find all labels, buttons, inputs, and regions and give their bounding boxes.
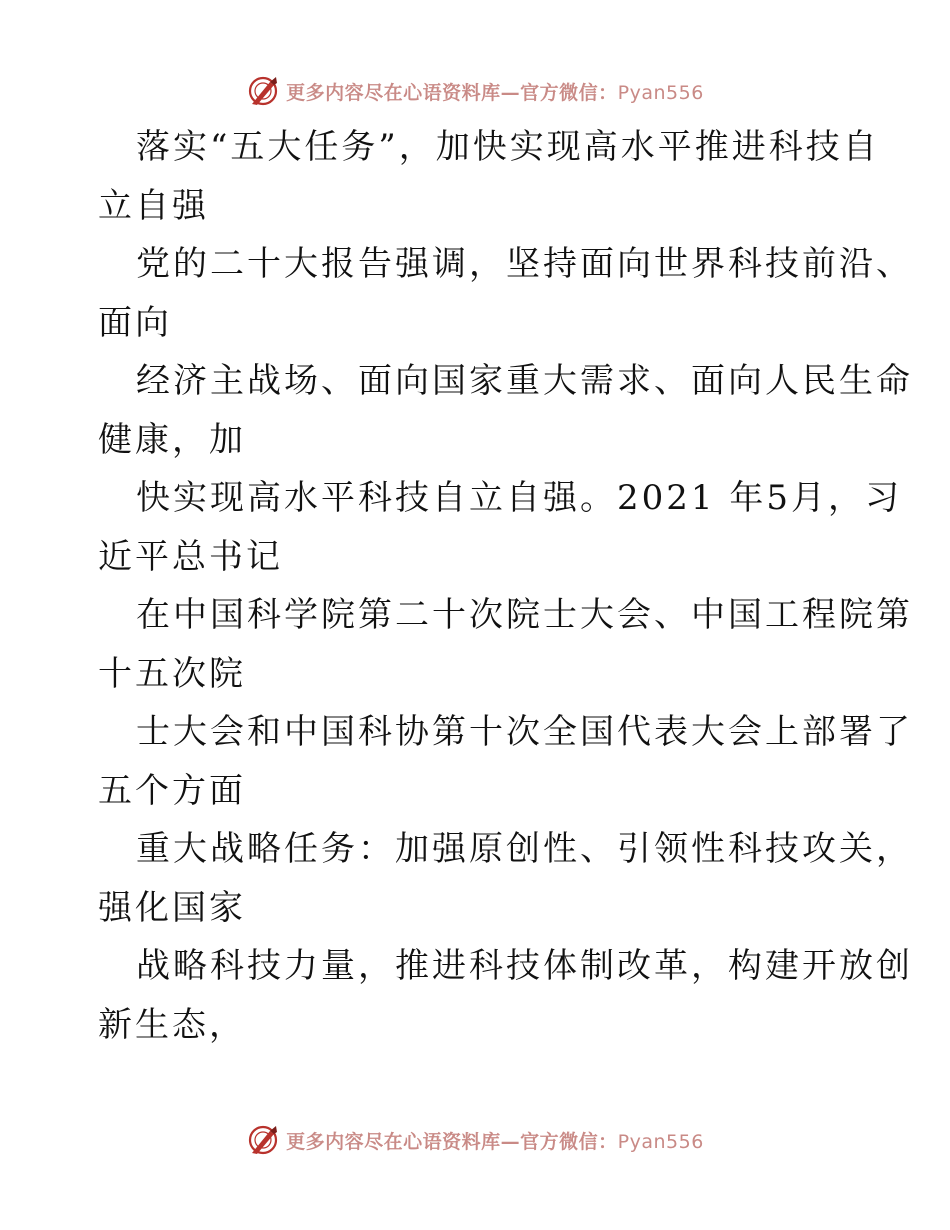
paragraph: 经济主战场、面向国家重大需求、面向人民生命 健康，加 (98, 361, 913, 460)
paragraph: 在中国科学院第二十次院士大会、中国工程院第 十五次院 (98, 595, 913, 694)
paragraph: 落实“五大任务”，加快实现高水平推进科技自 立自强 (98, 127, 880, 226)
paragraph: 快实现高水平科技自立自强。2021 年5月，习 近平总书记 (98, 478, 902, 577)
quill-seal-icon (246, 74, 280, 108)
paragraph: 重大战略任务：加强原创性、引领性科技攻关， 强化国家 (98, 829, 913, 928)
watermark-text: 更多内容尽在心语资料库—官方微信：Pyan556 (286, 81, 704, 104)
watermark-text: 更多内容尽在心语资料库—官方微信：Pyan556 (286, 1130, 704, 1153)
paragraph: 战略科技力量，推进科技体制改革，构建开放创 新生态， (98, 946, 913, 1045)
document-body (98, 118, 913, 1054)
quill-seal-icon (246, 1123, 280, 1157)
footer-watermark (0, 1120, 950, 1160)
header-watermark (0, 71, 950, 111)
paragraph: 党的二十大报告强调，坚持面向世界科技前沿、 面向 (98, 244, 913, 343)
paragraph: 士大会和中国科协第十次全国代表大会上部署了 五个方面 (98, 712, 913, 811)
